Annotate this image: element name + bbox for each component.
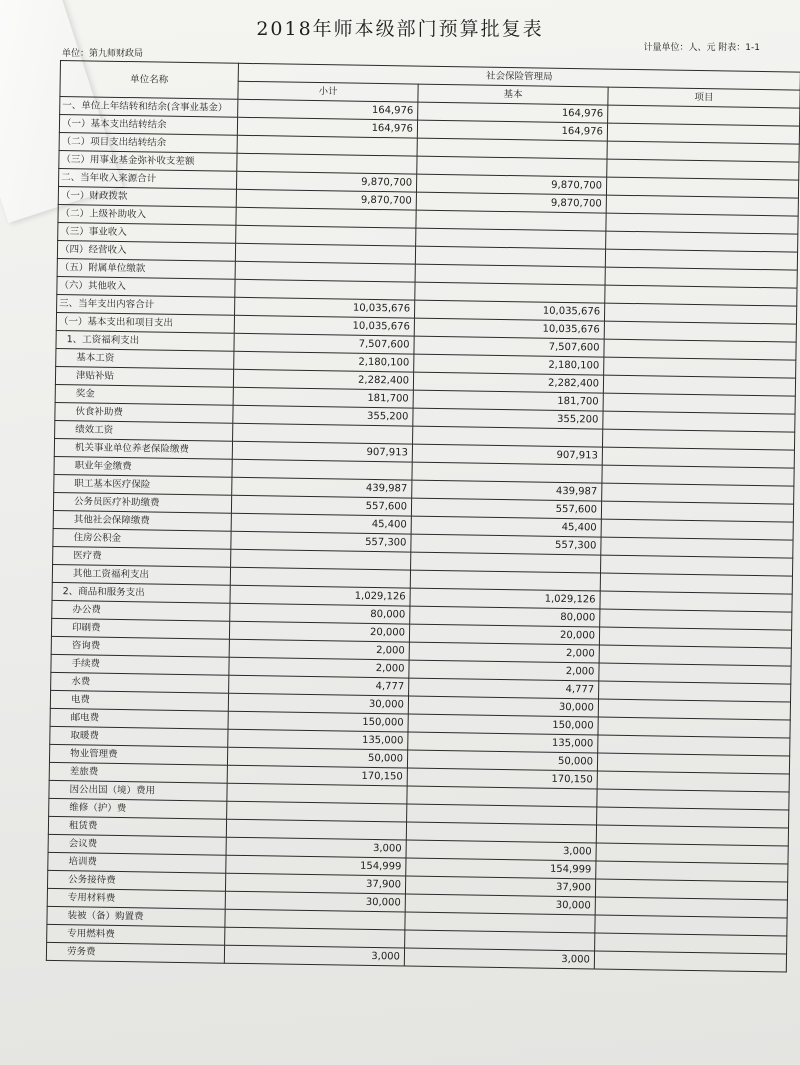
row-basic-cell: 1,029,126 <box>410 588 600 609</box>
row-subtotal-cell: 170,150 <box>227 765 407 786</box>
row-name-cell: 取暖费 <box>50 726 228 747</box>
row-subtotal-cell: 154,999 <box>226 855 406 876</box>
row-subtotal-cell: 1,029,126 <box>230 585 410 606</box>
row-name-cell: （六）其他收入 <box>57 276 235 297</box>
row-subtotal-cell: 181,700 <box>233 387 413 408</box>
row-name-cell: 手续费 <box>51 654 229 675</box>
row-name-cell: 水费 <box>51 672 229 693</box>
row-basic-cell: 2,180,100 <box>414 354 604 375</box>
header-basic: 基本 <box>418 84 608 105</box>
row-basic-cell: 4,777 <box>409 678 599 699</box>
row-basic-cell: 557,300 <box>411 534 601 555</box>
row-name-cell: （五）附属单位缴款 <box>57 258 235 279</box>
row-basic-cell: 439,987 <box>412 480 602 501</box>
row-name-cell: 一、单位上年结转和结余(含事业基金） <box>60 97 238 118</box>
row-basic-cell: 2,000 <box>409 642 599 663</box>
row-basic-cell: 80,000 <box>410 606 600 627</box>
row-subtotal-cell: 50,000 <box>227 747 407 768</box>
row-name-cell: 职工基本医疗保险 <box>54 474 232 495</box>
row-name-cell: 租赁费 <box>48 816 226 837</box>
header-project: 项目 <box>608 87 800 108</box>
issuing-unit: 单位：第九师财政局 <box>62 49 144 59</box>
row-name-cell: 伙食补助费 <box>55 402 233 423</box>
row-basic-cell: 164,976 <box>418 102 608 123</box>
row-name-cell: 医疗费 <box>53 546 231 567</box>
row-basic-cell: 181,700 <box>413 390 603 411</box>
row-subtotal-cell: 45,400 <box>231 513 411 534</box>
row-name-cell: 差旅费 <box>49 762 227 783</box>
row-name-cell: 其他社会保障缴费 <box>53 510 231 531</box>
row-name-cell: 二、当年收入来源合计 <box>59 168 237 189</box>
row-subtotal-cell: 557,600 <box>231 495 411 516</box>
row-name-cell: 因公出国（境）费用 <box>49 780 227 801</box>
row-subtotal-cell: 20,000 <box>229 621 409 642</box>
row-basic-cell: 135,000 <box>408 732 598 753</box>
row-name-cell: （一）基本支出结转结余 <box>59 115 237 136</box>
row-name-cell: 2、商品和服务支出 <box>52 582 230 603</box>
row-name-cell: 维修（护）费 <box>49 798 227 819</box>
row-subtotal-cell: 557,300 <box>231 531 411 552</box>
row-name-cell: （三）事业收入 <box>58 222 236 243</box>
row-name-cell: 专用材料费 <box>47 888 225 909</box>
row-subtotal-cell: 439,987 <box>232 477 412 498</box>
row-subtotal-cell: 164,976 <box>237 117 417 138</box>
row-project-cell <box>594 951 786 972</box>
row-subtotal-cell: 9,870,700 <box>236 171 416 192</box>
row-subtotal-cell: 30,000 <box>225 891 405 912</box>
row-name-cell: 奖金 <box>55 384 233 405</box>
row-name-cell: （二）项目支出结转结余 <box>59 132 237 153</box>
row-subtotal-cell: 355,200 <box>233 405 413 426</box>
row-name-cell: 绩效工资 <box>55 420 233 441</box>
row-subtotal-cell: 3,000 <box>226 837 406 858</box>
row-subtotal-cell: 150,000 <box>228 711 408 732</box>
header-subtotal: 小计 <box>238 81 418 102</box>
row-subtotal-cell: 135,000 <box>228 729 408 750</box>
row-name-cell: （三）用事业基金弥补收支差额 <box>59 150 237 171</box>
row-name-cell: 1、工资福利支出 <box>56 330 234 351</box>
row-name-cell: （二）上级补助收入 <box>58 204 236 225</box>
row-subtotal-cell: 164,976 <box>238 99 418 120</box>
row-name-cell: （一）基本支出和项目支出 <box>56 312 234 333</box>
row-name-cell: 培训费 <box>48 852 226 873</box>
row-name-cell: 办公费 <box>52 600 230 621</box>
row-name-cell: 三、当年支出内容合计 <box>57 294 235 315</box>
row-basic-cell: 2,000 <box>409 660 599 681</box>
row-subtotal-cell: 2,000 <box>229 657 409 678</box>
table-body <box>46 97 799 973</box>
row-subtotal-cell: 2,180,100 <box>234 351 414 372</box>
row-basic-cell: 2,282,400 <box>413 372 603 393</box>
row-basic-cell: 30,000 <box>405 894 595 915</box>
row-subtotal-cell: 3,000 <box>224 945 404 966</box>
header-department: 社会保险管理局 <box>238 63 800 90</box>
row-name-cell: 印刷费 <box>51 618 229 639</box>
page-title: 2018年师本级部门预算批复表 <box>256 18 544 40</box>
row-name-cell: 劳务费 <box>46 942 224 963</box>
row-name-cell: 专用燃料费 <box>47 924 225 945</box>
row-name-cell: 邮电费 <box>50 708 228 729</box>
row-basic-cell: 9,870,700 <box>416 192 606 213</box>
row-basic-cell: 150,000 <box>408 714 598 735</box>
row-basic-cell: 3,000 <box>406 840 596 861</box>
row-name-cell: 物业管理费 <box>49 744 227 765</box>
budget-table <box>46 60 800 973</box>
row-name-cell: 职业年金缴费 <box>54 456 232 477</box>
row-basic-cell: 164,976 <box>417 120 607 141</box>
row-basic-cell: 9,870,700 <box>416 174 606 195</box>
row-name-cell: 机关事业单位养老保险缴费 <box>54 438 232 459</box>
row-subtotal-cell: 10,035,676 <box>234 315 414 336</box>
row-basic-cell: 20,000 <box>409 624 599 645</box>
row-name-cell: 会议费 <box>48 834 226 855</box>
row-basic-cell: 355,200 <box>413 408 603 429</box>
header-unit-name: 单位名称 <box>60 61 239 100</box>
row-basic-cell: 154,999 <box>406 858 596 879</box>
row-name-cell: 津贴补贴 <box>55 366 233 387</box>
row-subtotal-cell: 4,777 <box>229 675 409 696</box>
row-basic-cell: 3,000 <box>404 948 594 969</box>
row-basic-cell: 30,000 <box>408 696 598 717</box>
measurement-unit: 计量单位：人、元 附表：1-1 <box>643 43 760 53</box>
budget-table-sheet <box>46 60 800 973</box>
row-basic-cell: 10,035,676 <box>414 300 604 321</box>
row-basic-cell: 907,913 <box>412 444 602 465</box>
row-name-cell: （四）经营收入 <box>57 240 235 261</box>
row-subtotal-cell: 10,035,676 <box>235 297 415 318</box>
row-subtotal-cell: 30,000 <box>228 693 408 714</box>
row-name-cell: 咨询费 <box>51 636 229 657</box>
row-subtotal-cell: 2,282,400 <box>233 369 413 390</box>
row-basic-cell: 45,400 <box>411 516 601 537</box>
row-basic-cell: 50,000 <box>407 750 597 771</box>
row-basic-cell: 37,900 <box>405 876 595 897</box>
row-basic-cell: 10,035,676 <box>414 318 604 339</box>
row-name-cell: 装被（备）购置费 <box>47 906 225 927</box>
row-subtotal-cell: 80,000 <box>230 603 410 624</box>
row-name-cell: 其他工资福利支出 <box>52 564 230 585</box>
row-basic-cell: 170,150 <box>407 768 597 789</box>
row-name-cell: 基本工资 <box>56 348 234 369</box>
row-basic-cell: 557,600 <box>411 498 601 519</box>
row-subtotal-cell: 907,913 <box>232 441 412 462</box>
row-subtotal-cell: 37,900 <box>225 873 405 894</box>
row-subtotal-cell: 9,870,700 <box>236 189 416 210</box>
row-name-cell: 公务员医疗补助缴费 <box>53 492 231 513</box>
row-name-cell: 电费 <box>50 690 228 711</box>
row-name-cell: 公务接待费 <box>47 870 225 891</box>
row-name-cell: 住房公积金 <box>53 528 231 549</box>
row-subtotal-cell: 7,507,600 <box>234 333 414 354</box>
row-basic-cell: 7,507,600 <box>414 336 604 357</box>
row-subtotal-cell: 2,000 <box>229 639 409 660</box>
row-name-cell: （一）财政拨款 <box>58 186 236 207</box>
